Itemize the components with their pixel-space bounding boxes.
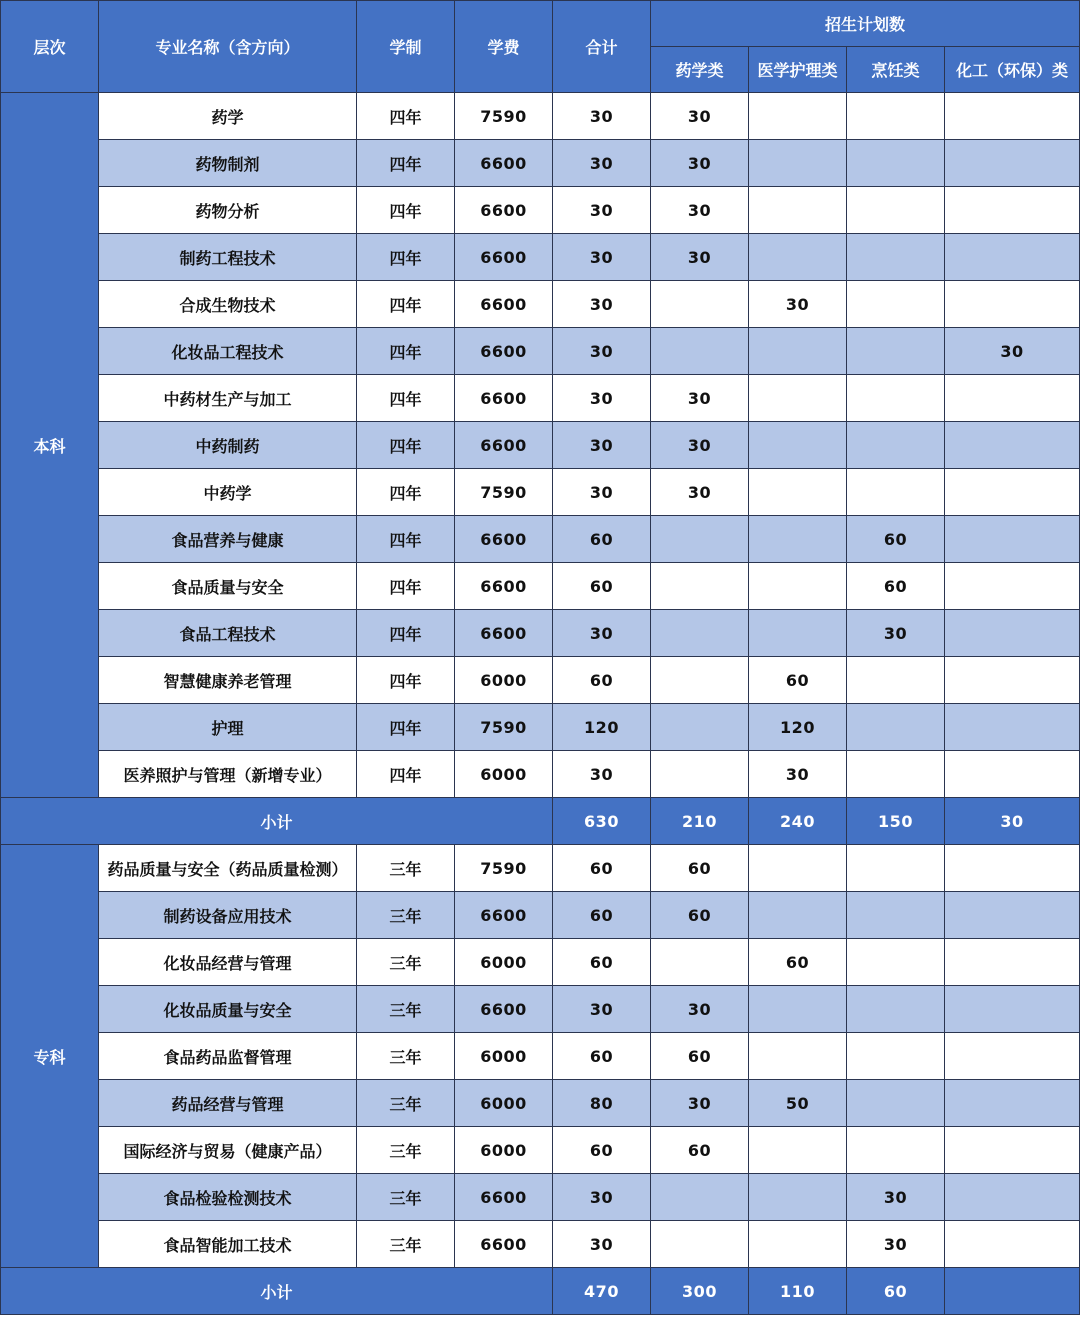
tuition-cell: 7590 xyxy=(455,469,553,516)
plan-nursing-cell xyxy=(749,93,847,140)
major-cell: 药物制剂 xyxy=(99,140,357,187)
subtotal-total: 630 xyxy=(553,798,651,845)
table-row xyxy=(1,939,1080,986)
plan-culinary-cell xyxy=(847,657,945,704)
table-row xyxy=(1,986,1080,1033)
major-cell: 化妆品质量与安全 xyxy=(99,986,357,1033)
plan-culinary-cell xyxy=(847,281,945,328)
duration-cell: 三年 xyxy=(357,1221,455,1268)
tuition-cell: 6600 xyxy=(455,375,553,422)
table-row xyxy=(1,469,1080,516)
plan-chemical-cell xyxy=(945,469,1080,516)
plan-culinary-cell xyxy=(847,328,945,375)
major-cell: 智慧健康养老管理 xyxy=(99,657,357,704)
plan-chemical-cell xyxy=(945,422,1080,469)
subtotal-nursing: 240 xyxy=(749,798,847,845)
plan-pharmacy-cell: 60 xyxy=(651,1033,749,1080)
total-cell: 60 xyxy=(553,563,651,610)
tuition-cell: 6000 xyxy=(455,657,553,704)
header-tuition: 学费 xyxy=(455,1,553,93)
tuition-cell: 6600 xyxy=(455,281,553,328)
plan-pharmacy-cell: 30 xyxy=(651,1080,749,1127)
plan-culinary-cell xyxy=(847,986,945,1033)
plan-culinary-cell xyxy=(847,751,945,798)
plan-chemical-cell xyxy=(945,234,1080,281)
duration-cell: 四年 xyxy=(357,281,455,328)
duration-cell: 四年 xyxy=(357,563,455,610)
plan-pharmacy-cell xyxy=(651,751,749,798)
plan-nursing-cell xyxy=(749,986,847,1033)
plan-pharmacy-cell: 30 xyxy=(651,469,749,516)
header-plan-group: 招生计划数 xyxy=(651,1,1080,47)
plan-nursing-cell: 50 xyxy=(749,1080,847,1127)
total-cell: 60 xyxy=(553,516,651,563)
total-cell: 60 xyxy=(553,892,651,939)
plan-pharmacy-cell xyxy=(651,1221,749,1268)
table-row xyxy=(1,657,1080,704)
plan-nursing-cell xyxy=(749,563,847,610)
plan-chemical-cell xyxy=(945,1033,1080,1080)
plan-nursing-cell xyxy=(749,1127,847,1174)
major-cell: 药学 xyxy=(99,93,357,140)
plan-culinary-cell: 30 xyxy=(847,1221,945,1268)
tuition-cell: 6000 xyxy=(455,751,553,798)
plan-chemical-cell xyxy=(945,704,1080,751)
total-cell: 120 xyxy=(553,704,651,751)
plan-pharmacy-cell xyxy=(651,1174,749,1221)
plan-nursing-cell: 30 xyxy=(749,751,847,798)
plan-pharmacy-cell: 30 xyxy=(651,375,749,422)
duration-cell: 四年 xyxy=(357,93,455,140)
table-row xyxy=(1,187,1080,234)
table-row xyxy=(1,1080,1080,1127)
plan-chemical-cell xyxy=(945,281,1080,328)
plan-culinary-cell xyxy=(847,892,945,939)
tuition-cell: 7590 xyxy=(455,845,553,892)
total-cell: 30 xyxy=(553,469,651,516)
tuition-cell: 6600 xyxy=(455,986,553,1033)
major-cell: 合成生物技术 xyxy=(99,281,357,328)
duration-cell: 三年 xyxy=(357,1174,455,1221)
major-cell: 食品检验检测技术 xyxy=(99,1174,357,1221)
plan-culinary-cell xyxy=(847,939,945,986)
table-row xyxy=(1,845,1080,892)
tuition-cell: 7590 xyxy=(455,704,553,751)
plan-nursing-cell: 120 xyxy=(749,704,847,751)
duration-cell: 三年 xyxy=(357,1127,455,1174)
table-row xyxy=(1,892,1080,939)
table-row xyxy=(1,328,1080,375)
plan-chemical-cell xyxy=(945,845,1080,892)
plan-pharmacy-cell: 30 xyxy=(651,187,749,234)
table-row xyxy=(1,375,1080,422)
table-row xyxy=(1,93,1080,140)
plan-nursing-cell xyxy=(749,892,847,939)
plan-culinary-cell xyxy=(847,845,945,892)
plan-pharmacy-cell xyxy=(651,563,749,610)
plan-chemical-cell xyxy=(945,610,1080,657)
subtotal-chemical xyxy=(945,1268,1080,1315)
tuition-cell: 6000 xyxy=(455,939,553,986)
major-cell: 化妆品经营与管理 xyxy=(99,939,357,986)
duration-cell: 四年 xyxy=(357,610,455,657)
total-cell: 30 xyxy=(553,1221,651,1268)
total-cell: 30 xyxy=(553,234,651,281)
plan-pharmacy-cell xyxy=(651,281,749,328)
tuition-cell: 7590 xyxy=(455,93,553,140)
plan-pharmacy-cell: 30 xyxy=(651,93,749,140)
duration-cell: 四年 xyxy=(357,469,455,516)
duration-cell: 四年 xyxy=(357,375,455,422)
subtotal-culinary: 150 xyxy=(847,798,945,845)
plan-culinary-cell: 30 xyxy=(847,610,945,657)
plan-chemical-cell xyxy=(945,751,1080,798)
total-cell: 60 xyxy=(553,939,651,986)
plan-nursing-cell: 60 xyxy=(749,657,847,704)
subtotal-row xyxy=(1,1268,1080,1315)
duration-cell: 四年 xyxy=(357,751,455,798)
subtotal-pharmacy: 210 xyxy=(651,798,749,845)
plan-chemical-cell xyxy=(945,375,1080,422)
table-body xyxy=(1,93,1080,1315)
header-category-nursing: 医学护理类 xyxy=(749,47,847,93)
plan-pharmacy-cell xyxy=(651,704,749,751)
major-cell: 制药设备应用技术 xyxy=(99,892,357,939)
plan-chemical-cell xyxy=(945,140,1080,187)
subtotal-chemical: 30 xyxy=(945,798,1080,845)
total-cell: 30 xyxy=(553,187,651,234)
duration-cell: 四年 xyxy=(357,187,455,234)
duration-cell: 三年 xyxy=(357,845,455,892)
major-cell: 制药工程技术 xyxy=(99,234,357,281)
table-row xyxy=(1,1033,1080,1080)
total-cell: 30 xyxy=(553,1174,651,1221)
total-cell: 30 xyxy=(553,93,651,140)
total-cell: 60 xyxy=(553,1127,651,1174)
table-row xyxy=(1,704,1080,751)
plan-nursing-cell xyxy=(749,845,847,892)
total-cell: 30 xyxy=(553,751,651,798)
plan-nursing-cell xyxy=(749,1033,847,1080)
table-row xyxy=(1,1221,1080,1268)
tuition-cell: 6600 xyxy=(455,422,553,469)
header-category-culinary: 烹饪类 xyxy=(847,47,945,93)
plan-pharmacy-cell xyxy=(651,610,749,657)
table-row xyxy=(1,1174,1080,1221)
table-row xyxy=(1,281,1080,328)
duration-cell: 三年 xyxy=(357,939,455,986)
plan-culinary-cell xyxy=(847,1127,945,1174)
plan-chemical-cell xyxy=(945,563,1080,610)
table-row xyxy=(1,516,1080,563)
subtotal-pharmacy: 300 xyxy=(651,1268,749,1315)
plan-pharmacy-cell: 30 xyxy=(651,234,749,281)
plan-chemical-cell xyxy=(945,187,1080,234)
duration-cell: 三年 xyxy=(357,1080,455,1127)
total-cell: 60 xyxy=(553,657,651,704)
plan-culinary-cell: 30 xyxy=(847,1174,945,1221)
subtotal-total: 470 xyxy=(553,1268,651,1315)
table-row xyxy=(1,610,1080,657)
major-cell: 医养照护与管理（新增专业） xyxy=(99,751,357,798)
major-cell: 化妆品工程技术 xyxy=(99,328,357,375)
plan-culinary-cell xyxy=(847,234,945,281)
header-level: 层次 xyxy=(1,1,99,93)
tuition-cell: 6600 xyxy=(455,610,553,657)
plan-nursing-cell xyxy=(749,422,847,469)
plan-pharmacy-cell xyxy=(651,657,749,704)
plan-chemical-cell xyxy=(945,93,1080,140)
duration-cell: 四年 xyxy=(357,422,455,469)
duration-cell: 三年 xyxy=(357,986,455,1033)
total-cell: 30 xyxy=(553,328,651,375)
plan-culinary-cell: 60 xyxy=(847,516,945,563)
table-row xyxy=(1,563,1080,610)
plan-pharmacy-cell: 30 xyxy=(651,422,749,469)
plan-pharmacy-cell: 30 xyxy=(651,986,749,1033)
table-row xyxy=(1,751,1080,798)
tuition-cell: 6000 xyxy=(455,1080,553,1127)
tuition-cell: 6600 xyxy=(455,892,553,939)
major-cell: 药物分析 xyxy=(99,187,357,234)
header-total: 合计 xyxy=(553,1,651,93)
total-cell: 60 xyxy=(553,1033,651,1080)
major-cell: 药品经营与管理 xyxy=(99,1080,357,1127)
major-cell: 中药学 xyxy=(99,469,357,516)
major-cell: 食品智能加工技术 xyxy=(99,1221,357,1268)
plan-nursing-cell xyxy=(749,234,847,281)
tuition-cell: 6600 xyxy=(455,516,553,563)
level-cell: 本科 xyxy=(1,93,99,798)
subtotal-label: 小计 xyxy=(1,798,553,845)
plan-nursing-cell xyxy=(749,187,847,234)
plan-nursing-cell: 60 xyxy=(749,939,847,986)
table-row xyxy=(1,234,1080,281)
plan-nursing-cell xyxy=(749,1221,847,1268)
table-header xyxy=(1,1,1080,93)
plan-culinary-cell xyxy=(847,469,945,516)
plan-chemical-cell: 30 xyxy=(945,328,1080,375)
plan-culinary-cell xyxy=(847,1033,945,1080)
major-cell: 食品质量与安全 xyxy=(99,563,357,610)
major-cell: 中药材生产与加工 xyxy=(99,375,357,422)
plan-culinary-cell xyxy=(847,93,945,140)
plan-chemical-cell xyxy=(945,1174,1080,1221)
major-cell: 中药制药 xyxy=(99,422,357,469)
duration-cell: 四年 xyxy=(357,657,455,704)
major-cell: 护理 xyxy=(99,704,357,751)
subtotal-label: 小计 xyxy=(1,1268,553,1315)
duration-cell: 四年 xyxy=(357,140,455,187)
plan-pharmacy-cell: 60 xyxy=(651,892,749,939)
plan-culinary-cell: 60 xyxy=(847,563,945,610)
total-cell: 30 xyxy=(553,375,651,422)
duration-cell: 四年 xyxy=(357,328,455,375)
tuition-cell: 6600 xyxy=(455,1174,553,1221)
plan-chemical-cell xyxy=(945,1127,1080,1174)
plan-nursing-cell xyxy=(749,375,847,422)
header-major: 专业名称（含方向） xyxy=(99,1,357,93)
total-cell: 60 xyxy=(553,845,651,892)
plan-nursing-cell: 30 xyxy=(749,281,847,328)
plan-culinary-cell xyxy=(847,375,945,422)
plan-chemical-cell xyxy=(945,986,1080,1033)
plan-nursing-cell xyxy=(749,469,847,516)
tuition-cell: 6600 xyxy=(455,187,553,234)
total-cell: 30 xyxy=(553,140,651,187)
plan-pharmacy-cell: 30 xyxy=(651,140,749,187)
plan-chemical-cell xyxy=(945,892,1080,939)
plan-culinary-cell xyxy=(847,704,945,751)
table-row xyxy=(1,140,1080,187)
tuition-cell: 6600 xyxy=(455,328,553,375)
tuition-cell: 6000 xyxy=(455,1033,553,1080)
plan-culinary-cell xyxy=(847,187,945,234)
plan-culinary-cell xyxy=(847,140,945,187)
duration-cell: 四年 xyxy=(357,234,455,281)
duration-cell: 四年 xyxy=(357,704,455,751)
total-cell: 30 xyxy=(553,281,651,328)
plan-pharmacy-cell xyxy=(651,939,749,986)
major-cell: 国际经济与贸易（健康产品） xyxy=(99,1127,357,1174)
header-duration: 学制 xyxy=(357,1,455,93)
plan-chemical-cell xyxy=(945,516,1080,563)
plan-nursing-cell xyxy=(749,610,847,657)
duration-cell: 四年 xyxy=(357,516,455,563)
plan-nursing-cell xyxy=(749,516,847,563)
plan-nursing-cell xyxy=(749,328,847,375)
plan-pharmacy-cell: 60 xyxy=(651,1127,749,1174)
tuition-cell: 6000 xyxy=(455,1127,553,1174)
total-cell: 30 xyxy=(553,610,651,657)
duration-cell: 三年 xyxy=(357,892,455,939)
plan-nursing-cell xyxy=(749,140,847,187)
plan-chemical-cell xyxy=(945,1221,1080,1268)
header-category-pharmacy: 药学类 xyxy=(651,47,749,93)
total-cell: 30 xyxy=(553,422,651,469)
plan-nursing-cell xyxy=(749,1174,847,1221)
plan-pharmacy-cell xyxy=(651,516,749,563)
major-cell: 药品质量与安全（药品质量检测） xyxy=(99,845,357,892)
tuition-cell: 6600 xyxy=(455,140,553,187)
plan-culinary-cell xyxy=(847,1080,945,1127)
table-row xyxy=(1,422,1080,469)
plan-chemical-cell xyxy=(945,657,1080,704)
plan-pharmacy-cell: 60 xyxy=(651,845,749,892)
major-cell: 食品工程技术 xyxy=(99,610,357,657)
total-cell: 30 xyxy=(553,986,651,1033)
duration-cell: 三年 xyxy=(357,1033,455,1080)
plan-pharmacy-cell xyxy=(651,328,749,375)
plan-chemical-cell xyxy=(945,939,1080,986)
tuition-cell: 6600 xyxy=(455,563,553,610)
total-cell: 80 xyxy=(553,1080,651,1127)
tuition-cell: 6600 xyxy=(455,1221,553,1268)
major-cell: 食品药品监督管理 xyxy=(99,1033,357,1080)
subtotal-row xyxy=(1,798,1080,845)
table-row xyxy=(1,1127,1080,1174)
major-cell: 食品营养与健康 xyxy=(99,516,357,563)
subtotal-culinary: 60 xyxy=(847,1268,945,1315)
plan-culinary-cell xyxy=(847,422,945,469)
header-category-chemical: 化工（环保）类 xyxy=(945,47,1080,93)
tuition-cell: 6600 xyxy=(455,234,553,281)
plan-chemical-cell xyxy=(945,1080,1080,1127)
level-cell: 专科 xyxy=(1,845,99,1268)
subtotal-nursing: 110 xyxy=(749,1268,847,1315)
